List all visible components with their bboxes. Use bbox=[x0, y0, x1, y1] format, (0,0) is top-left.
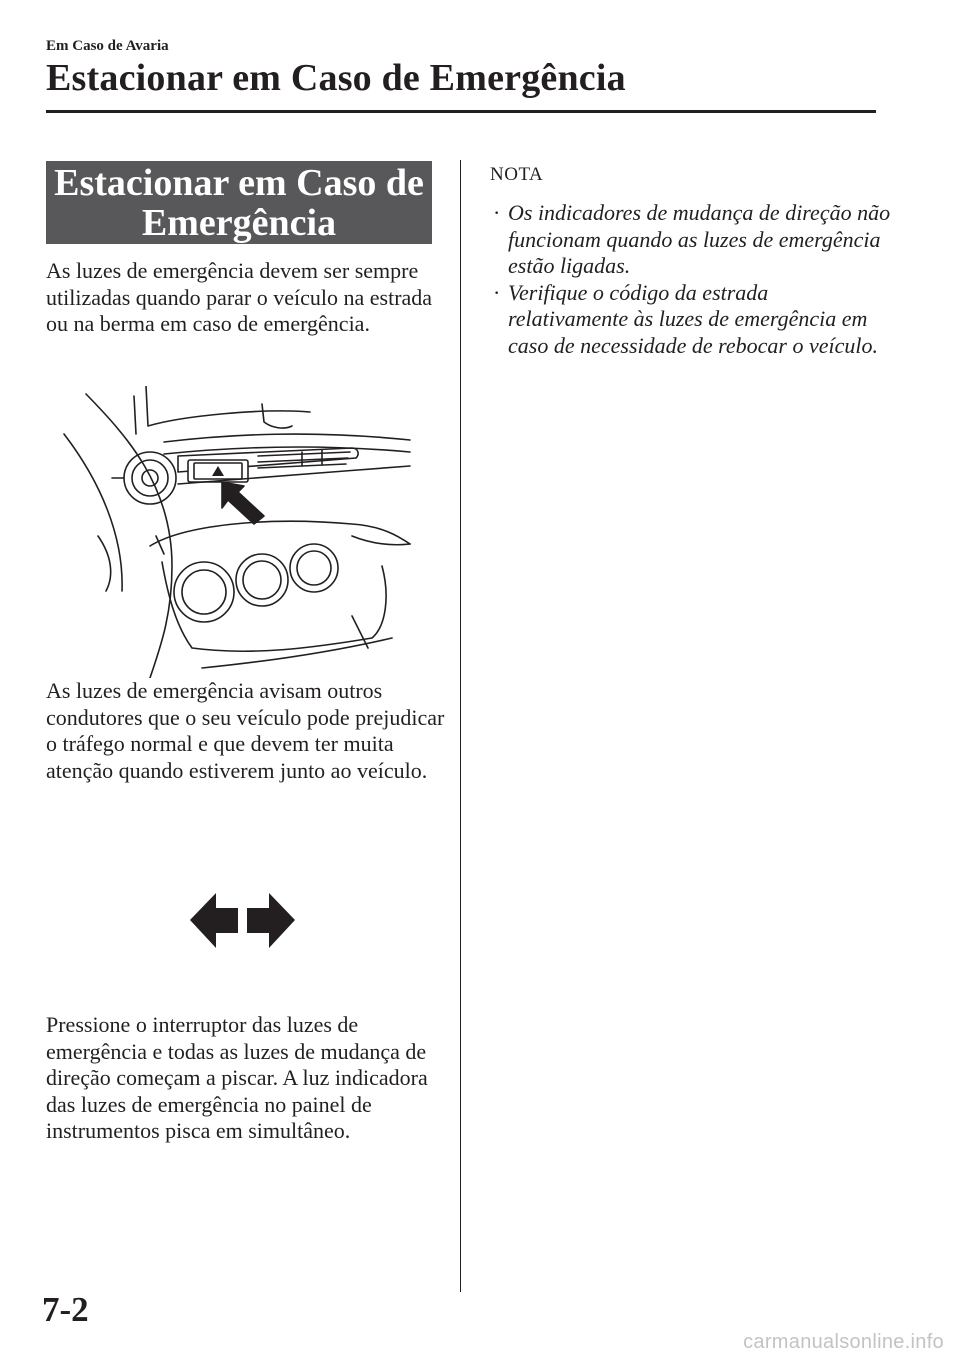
section-heading bbox=[46, 161, 432, 244]
note-item: · Os indicadores de mudança de direção não funcionam quando as luzes de emergência estão ligadas. bbox=[493, 200, 893, 280]
note-heading: NOTA bbox=[490, 164, 544, 185]
paragraph-usage: As luzes de emergência devem ser sempre utilizadas quando parar o veículo na estrada ou na berma em caso de emergência. bbox=[46, 258, 433, 336]
dashboard-hazard-switch-illustration bbox=[52, 386, 414, 678]
turn-signal-arrows-icon bbox=[190, 893, 295, 948]
chapter-label: Em Caso de Avaria bbox=[46, 38, 169, 54]
section-heading-line2: Emergência bbox=[141, 202, 337, 244]
paragraph-warning: As luzes de emergência avisam outros condutores que o seu veículo pode prejudicar o tráfego normal e que devem ter muita atenção quando estiverem junto ao veículo. bbox=[46, 678, 445, 783]
column-divider bbox=[460, 160, 461, 1292]
note-list bbox=[493, 200, 893, 359]
page-title: Estacionar em Caso de Emergência bbox=[46, 57, 626, 99]
section-heading-line1: Estacionar em Caso de bbox=[54, 162, 424, 204]
watermark: carmanualsonline.info bbox=[743, 1331, 944, 1353]
title-rule bbox=[46, 110, 876, 113]
note-item: · Verifique o código da estrada relativamente às luzes de emergência em caso de necessidade de rebocar o veículo. bbox=[493, 280, 893, 360]
page-number: 7-2 bbox=[42, 1290, 89, 1329]
paragraph-operation: Pressione o interruptor das luzes de emergência e todas as luzes de mudança de direção começam a piscar. A luz indicadora das luzes de emergência no painel de instrumentos pisca em simultâneo. bbox=[46, 1012, 428, 1143]
